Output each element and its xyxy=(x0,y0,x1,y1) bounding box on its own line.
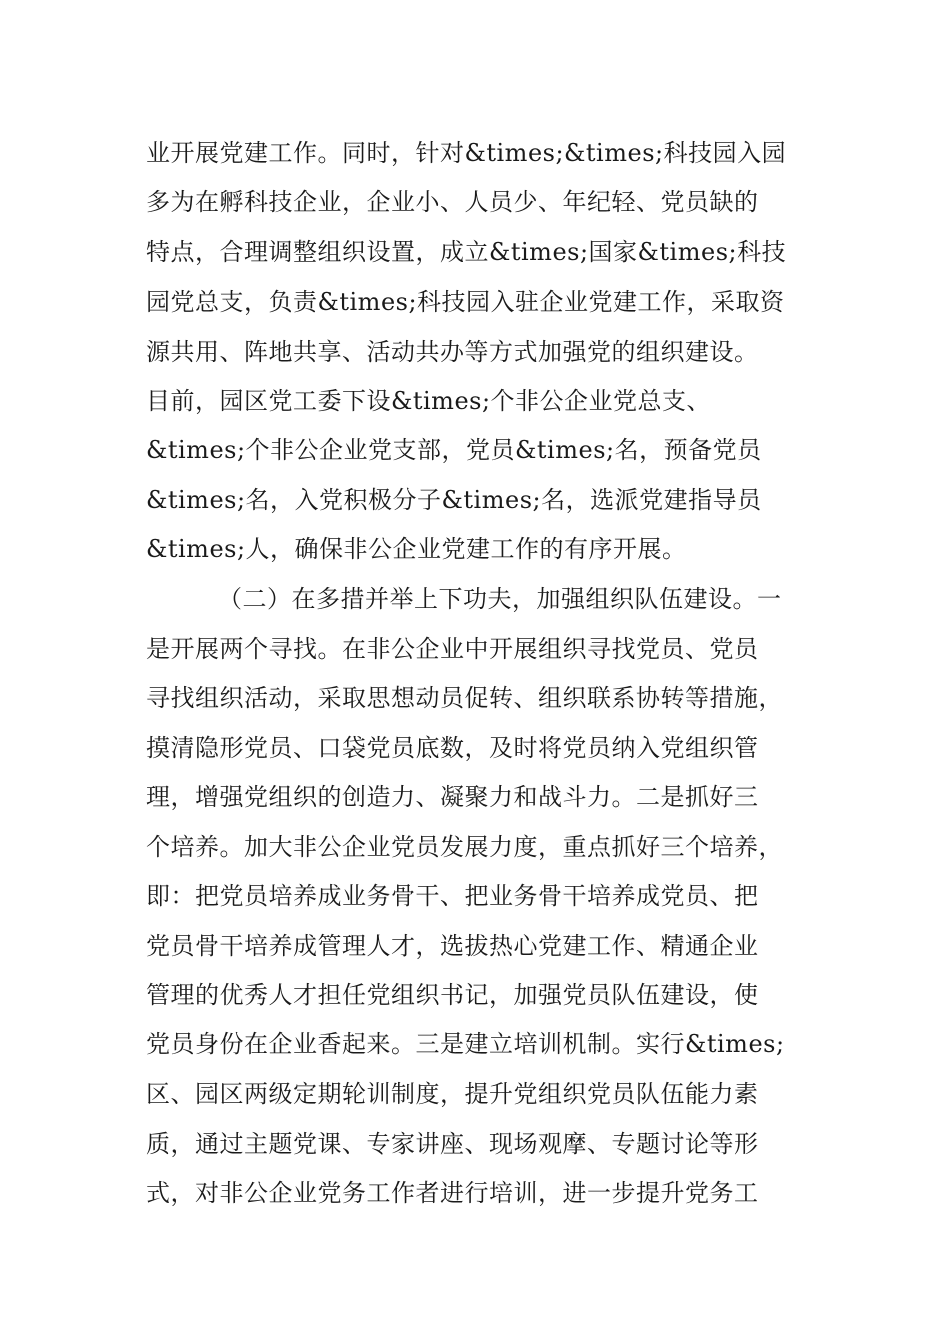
text-line-5: 源共用、阵地共享、活动共办等方式加强党的组织建设。 xyxy=(146,338,759,366)
text-line-20: 区、园区两级定期轮训制度，提升党组织党员队伍能力素 xyxy=(146,1080,759,1108)
text-line-21: 质，通过主题党课、专家讲座、现场观摩、专题讨论等形 xyxy=(146,1130,759,1158)
text-line-2: 多为在孵科技企业，企业小、人员少、年纪轻、党员缺的 xyxy=(146,188,759,216)
text-line-7: &times;个非公企业党支部，党员&times;名，预备党员 xyxy=(146,436,762,464)
text-line-3: 特点，合理调整组织设置，成立&times;国家&times;科技 xyxy=(146,238,787,266)
text-line-19: 党员身份在企业香起来。三是建立培训机制。实行&times; xyxy=(146,1030,785,1058)
text-line-6: 目前，园区党工委下设&times;个非公企业党总支、 xyxy=(146,387,712,415)
text-line-14: 理，增强党组织的创造力、凝聚力和战斗力。二是抓好三 xyxy=(146,783,759,811)
text-line-1: 业开展党建工作。同时，针对&times;&times;科技园入园 xyxy=(146,139,787,167)
text-line-12: 寻找组织活动，采取思想动员促转、组织联系协转等措施， xyxy=(146,684,783,712)
text-line-16: 即：把党员培养成业务骨干、把业务骨干培养成党员、把 xyxy=(146,882,759,910)
text-line-18: 管理的优秀人才担任党组织书记，加强党员队伍建设，使 xyxy=(146,981,759,1009)
section-heading-line: （二）在多措并举上下功夫，加强组织队伍建设。一 xyxy=(218,585,782,613)
text-line-8: &times;名，入党积极分子&times;名，选派党建指导员 xyxy=(146,486,762,514)
text-line-17: 党员骨干培养成管理人才，选拔热心党建工作、精通企业 xyxy=(146,932,759,960)
text-line-15: 个培养。加大非公企业党员发展力度，重点抓好三个培养， xyxy=(146,833,783,861)
text-line-4: 园党总支，负责&times;科技园入驻企业党建工作，采取资 xyxy=(146,288,785,316)
text-line-11: 是开展两个寻找。在非公企业中开展组织寻找党员、党员 xyxy=(146,635,759,663)
text-line-13: 摸清隐形党员、口袋党员底数，及时将党员纳入党组织管 xyxy=(146,734,759,762)
text-line-22: 式，对非公企业党务工作者进行培训，进一步提升党务工 xyxy=(146,1179,759,1207)
text-line-9: &times;人，确保非公企业党建工作的有序开展。 xyxy=(146,535,687,563)
